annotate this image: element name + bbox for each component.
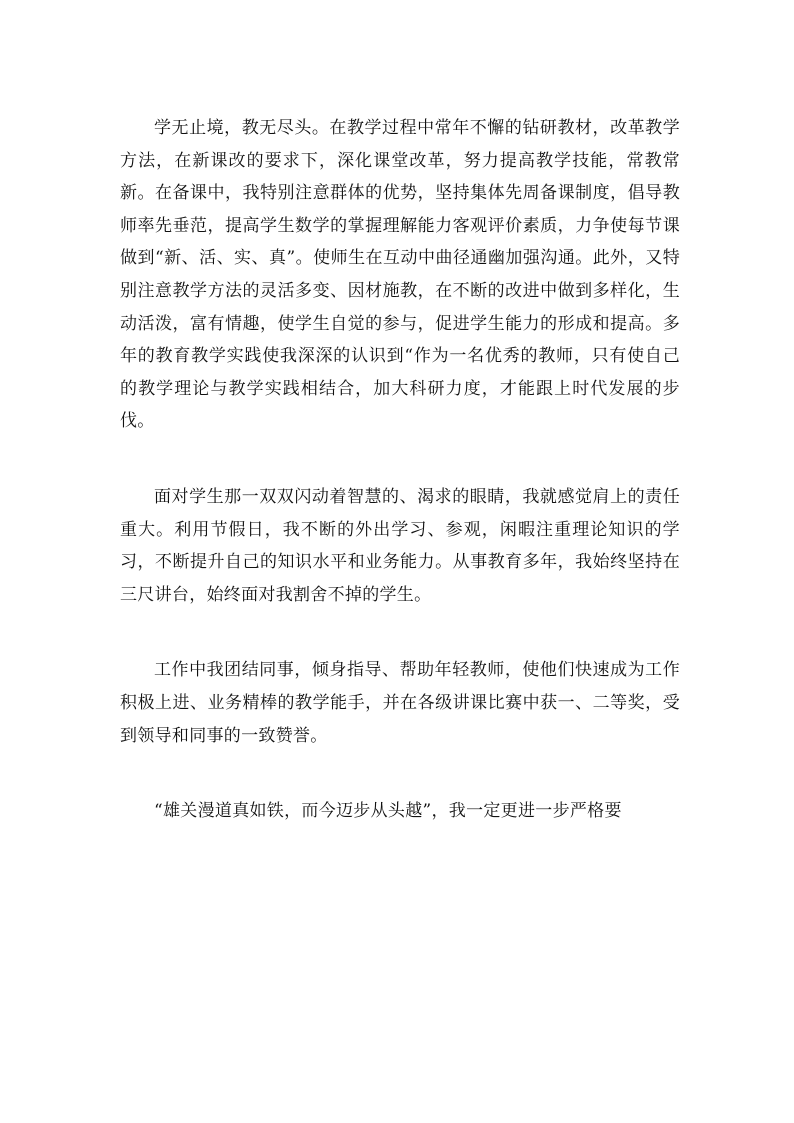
- paragraph-4: “雄关漫道真如铁，而今迈步从头越”，我一定更进一步严格要: [154, 801, 622, 822]
- paragraph-2: 面对学生那一双双闪动着智慧的、渴求的眼睛，我就感觉肩上的责任重大。利用节假日，我不断的外出学习、参观，闲暇注重理论知识的学习，不断提升自己的知识水平和业务能力。从事教育多年，我始终坚持在三尺讲台，始终面对我割舍不掉的学生。: [120, 486, 680, 605]
- paragraph-3: 工作中我团结同事，倾身指导、帮助年轻教师，使他们快速成为工作积极上进、业务精棒的教学能手，并在各级讲课比赛中获一、二等奖，受到领导和同事的一致赞誉。: [120, 660, 680, 746]
- paragraph-1: 学无止境，教无尽头。在教学过程中常年不懈的钻研教材，改革教学方法，在新课改的要求下，深化课堂改革，努力提高教学技能，常教常新。在备课中，我特别注意群体的优势，坚持集体先周备课制度，倡导教师率先垂范，提高学生数学的掌握理解能力客观评价素质，力争使每节课做到“新、活、实、真”。使师生在互动中曲径通幽加强沟通。此外，又特别注意教学方法的灵活多变、因材施教，在不断的改进中做到多样化，生动活泼，富有情趣，使学生自觉的参与，促进学生能力的形成和提高。多年的教育教学实践使我深深的认识到“作为一名优秀的教师，只有使自己的教学理论与教学实践相结合，加大科研力度，才能跟上时代发展的步伐。: [120, 118, 680, 432]
- document-body: [120, 112, 680, 828]
